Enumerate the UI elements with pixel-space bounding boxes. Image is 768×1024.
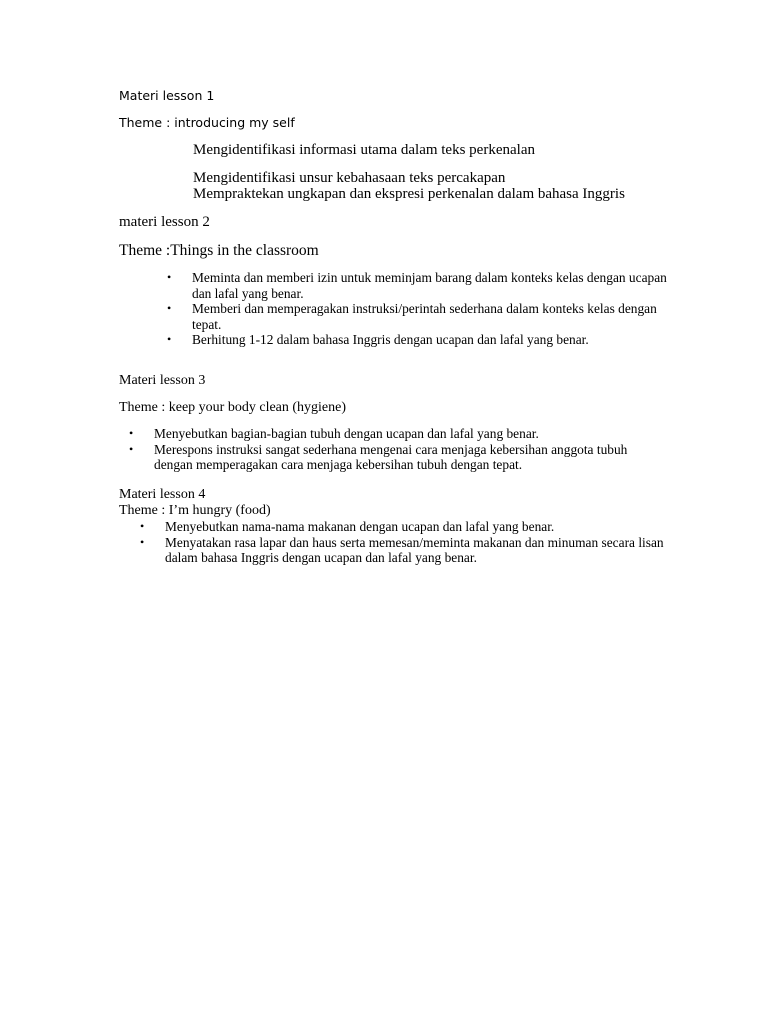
lesson-1-title: Materi lesson 1 — [119, 88, 215, 103]
bullet-icon: • — [129, 441, 134, 456]
list-item-text: Menyebutkan bagian-bagian tubuh dengan ucapan dan lafal yang benar. — [154, 426, 539, 441]
bullet-icon: • — [140, 534, 145, 549]
list-item — [140, 535, 670, 566]
lesson-4-title: Materi lesson 4 — [119, 487, 206, 502]
lesson-1-theme: Theme : introducing my self — [119, 115, 295, 130]
list-item — [129, 426, 659, 442]
list-item — [167, 301, 667, 332]
lesson-3-title: Materi lesson 3 — [119, 373, 206, 388]
list-item — [129, 442, 659, 473]
bullet-icon: • — [167, 270, 172, 284]
lesson-3-list — [129, 426, 659, 473]
lesson-1-item: Mempraktekan ungkapan dan ekspresi perkenalan dalam bahasa Inggris — [193, 186, 625, 202]
list-item-text: Memberi dan memperagakan instruksi/perintah sederhana dalam konteks kelas dengan tepat. — [192, 301, 657, 332]
list-item — [167, 332, 667, 348]
list-item-text: Meminta dan memberi izin untuk meminjam barang dalam konteks kelas dengan ucapan dan lafal yang benar. — [192, 270, 667, 301]
lesson-4-list — [140, 519, 670, 566]
list-item-text: Menyebutkan nama-nama makanan dengan ucapan dan lafal yang benar. — [165, 519, 555, 534]
bullet-icon: • — [167, 332, 172, 346]
lesson-2-title: materi lesson 2 — [119, 214, 210, 230]
list-item-text: Menyatakan rasa lapar dan haus serta memesan/meminta makanan dan minuman secara lisan dalam bahasa Inggris dengan ucapan dan lafal yang benar. — [165, 534, 664, 565]
bullet-icon: • — [140, 519, 145, 533]
list-item — [167, 270, 667, 301]
bullet-icon: • — [167, 301, 172, 315]
bullet-icon: • — [129, 426, 134, 440]
lesson-4-theme: Theme : I’m hungry (food) — [119, 503, 271, 518]
lesson-1-item: Mengidentifikasi unsur kebahasaan teks percakapan — [193, 170, 506, 186]
list-item — [140, 519, 670, 535]
lesson-2-theme: Theme :Things in the classroom — [119, 242, 319, 259]
list-item-text: Merespons instruksi sangat sederhana mengenai cara menjaga kebersihan anggota tubuh dengan memperagakan cara menjaga kebersihan tubuh dengan tepat. — [154, 441, 628, 472]
lesson-3-theme: Theme : keep your body clean (hygiene) — [119, 400, 347, 415]
list-item-text: Berhitung 1-12 dalam bahasa Inggris dengan ucapan dan lafal yang benar. — [192, 332, 589, 347]
lesson-1-item: Mengidentifikasi informasi utama dalam teks perkenalan — [193, 142, 535, 158]
lesson-2-list — [167, 270, 667, 348]
